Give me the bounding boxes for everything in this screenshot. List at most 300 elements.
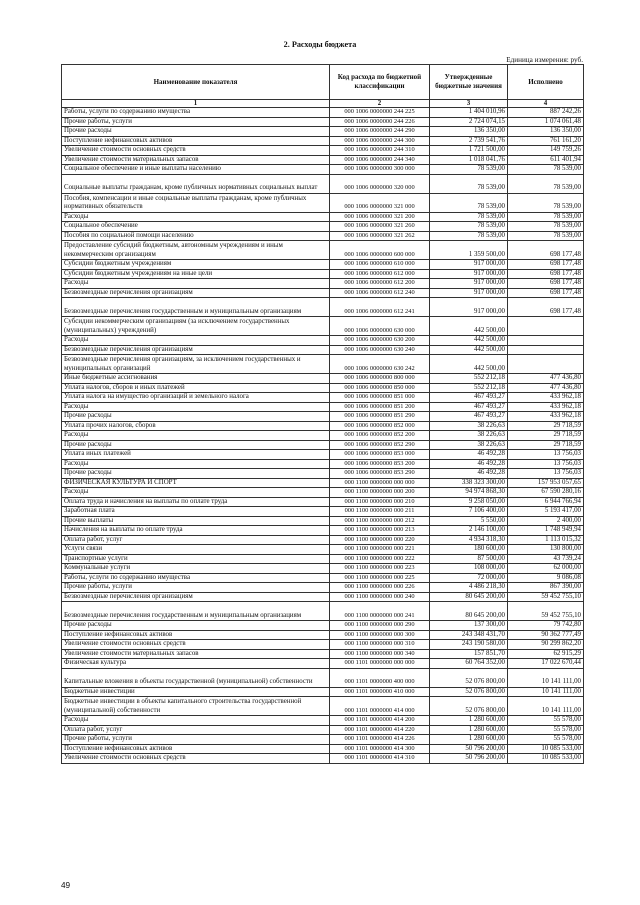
row-executed-value: 78 539,00 bbox=[508, 193, 584, 212]
row-approved-value: 5 550,00 bbox=[430, 516, 508, 526]
table-row bbox=[62, 431, 584, 441]
row-approved-value: 1 280 600,00 bbox=[430, 725, 508, 735]
row-code: 000 1006 0000000 321 000 bbox=[330, 193, 430, 212]
row-name: Расходы bbox=[62, 279, 330, 289]
row-approved-value: 917 000,00 bbox=[430, 288, 508, 298]
table-row bbox=[62, 564, 584, 574]
row-name: Заработная плата bbox=[62, 507, 330, 517]
row-name: Безвозмездные перечисления организациям bbox=[62, 345, 330, 355]
table-row bbox=[62, 260, 584, 270]
row-code: 000 1101 0000000 414 310 bbox=[330, 754, 430, 764]
row-code: 000 1101 0000000 400 000 bbox=[330, 668, 430, 687]
table-row bbox=[62, 583, 584, 593]
row-executed-value bbox=[508, 336, 584, 346]
row-executed-value: 157 953 057,65 bbox=[508, 478, 584, 488]
header-expense-code: Код расхода по бюджетной классификации bbox=[330, 65, 430, 100]
row-name: Уплата иных платежей bbox=[62, 450, 330, 460]
row-executed-value: 5 193 417,00 bbox=[508, 507, 584, 517]
row-executed-value bbox=[508, 355, 584, 374]
row-executed-value: 59 452 755,10 bbox=[508, 592, 584, 602]
row-code: 000 1006 0000000 630 242 bbox=[330, 355, 430, 374]
table-row bbox=[62, 687, 584, 697]
row-code: 000 1100 0000000 000 300 bbox=[330, 630, 430, 640]
row-executed-value: 59 452 755,10 bbox=[508, 602, 584, 621]
row-name: Уплата прочих налогов, сборов bbox=[62, 421, 330, 431]
row-executed-value: 761 161,20 bbox=[508, 136, 584, 146]
table-row bbox=[62, 478, 584, 488]
row-approved-value: 1 359 500,00 bbox=[430, 241, 508, 260]
table-row bbox=[62, 212, 584, 222]
row-executed-value: 90 299 862,20 bbox=[508, 640, 584, 650]
row-code: 000 1100 0000000 000 340 bbox=[330, 649, 430, 659]
row-name: Прочие работы, услуги bbox=[62, 583, 330, 593]
row-approved-value: 60 764 352,00 bbox=[430, 659, 508, 669]
table-row bbox=[62, 526, 584, 536]
row-name: Поступление нефинансовых активов bbox=[62, 136, 330, 146]
table-row bbox=[62, 108, 584, 118]
row-name: Безвозмездные перечисления организациям bbox=[62, 288, 330, 298]
row-code: 000 1006 0000000 851 290 bbox=[330, 412, 430, 422]
row-executed-value: 887 242,26 bbox=[508, 108, 584, 118]
table-row bbox=[62, 174, 584, 193]
page-number: 49 bbox=[61, 881, 71, 890]
row-executed-value: 67 590 280,16 bbox=[508, 488, 584, 498]
row-approved-value: 46 492,28 bbox=[430, 469, 508, 479]
row-executed-value: 433 962,18 bbox=[508, 412, 584, 422]
row-code: 000 1100 0000000 000 213 bbox=[330, 526, 430, 536]
row-executed-value: 477 436,80 bbox=[508, 374, 584, 384]
table-row bbox=[62, 355, 584, 374]
row-approved-value: 2 724 074,15 bbox=[430, 117, 508, 127]
row-code: 000 1006 0000000 321 200 bbox=[330, 212, 430, 222]
table-row bbox=[62, 716, 584, 726]
row-code: 000 1006 0000000 630 200 bbox=[330, 336, 430, 346]
row-name: Увеличение стоимости основных средств bbox=[62, 640, 330, 650]
table-row bbox=[62, 231, 584, 241]
row-executed-value: 62 915,29 bbox=[508, 649, 584, 659]
row-code: 000 1101 0000000 414 300 bbox=[330, 744, 430, 754]
row-approved-value: 87 500,00 bbox=[430, 554, 508, 564]
row-code: 000 1006 0000000 321 260 bbox=[330, 222, 430, 232]
table-row bbox=[62, 279, 584, 289]
row-approved-value: 52 076 800,00 bbox=[430, 668, 508, 687]
row-name: Прочие расходы bbox=[62, 469, 330, 479]
table-row bbox=[62, 383, 584, 393]
row-name: Оплата работ, услуг bbox=[62, 725, 330, 735]
table-row bbox=[62, 545, 584, 555]
table-row bbox=[62, 146, 584, 156]
row-approved-value: 243 190 580,00 bbox=[430, 640, 508, 650]
row-code: 000 1006 0000000 321 262 bbox=[330, 231, 430, 241]
row-name: Расходы bbox=[62, 402, 330, 412]
row-name: Социальное обеспечение bbox=[62, 222, 330, 232]
table-row bbox=[62, 602, 584, 621]
row-executed-value: 10 085 533,00 bbox=[508, 744, 584, 754]
row-name: Коммунальные услуги bbox=[62, 564, 330, 574]
row-approved-value: 442 500,00 bbox=[430, 345, 508, 355]
row-executed-value: 698 177,48 bbox=[508, 260, 584, 270]
row-approved-value: 467 493,27 bbox=[430, 393, 508, 403]
row-name: Субсидии бюджетным учреждениям на иные цели bbox=[62, 269, 330, 279]
row-approved-value: 1 280 600,00 bbox=[430, 735, 508, 745]
table-row bbox=[62, 241, 584, 260]
table-row bbox=[62, 459, 584, 469]
row-executed-value: 433 962,18 bbox=[508, 393, 584, 403]
row-code: 000 1101 0000000 410 000 bbox=[330, 687, 430, 697]
table-row bbox=[62, 155, 584, 165]
table-row bbox=[62, 640, 584, 650]
row-approved-value: 552 212,18 bbox=[430, 383, 508, 393]
row-code: 000 1006 0000000 630 240 bbox=[330, 345, 430, 355]
table-row bbox=[62, 412, 584, 422]
row-name: Прочие расходы bbox=[62, 621, 330, 631]
row-name: Начисления на выплаты по оплате труда bbox=[62, 526, 330, 536]
row-approved-value: 72 000,00 bbox=[430, 573, 508, 583]
row-code: 000 1006 0000000 852 200 bbox=[330, 431, 430, 441]
row-executed-value: 477 436,80 bbox=[508, 383, 584, 393]
row-approved-value: 442 500,00 bbox=[430, 317, 508, 336]
row-code: 000 1101 0000000 000 000 bbox=[330, 659, 430, 669]
row-approved-value: 2 739 541,76 bbox=[430, 136, 508, 146]
row-code: 000 1006 0000000 610 000 bbox=[330, 260, 430, 270]
row-name: Иные бюджетные ассигнования bbox=[62, 374, 330, 384]
row-code: 000 1100 0000000 000 200 bbox=[330, 488, 430, 498]
table-row bbox=[62, 421, 584, 431]
row-executed-value: 698 177,48 bbox=[508, 298, 584, 317]
row-code: 000 1006 0000000 244 225 bbox=[330, 108, 430, 118]
row-code: 000 1101 0000000 414 000 bbox=[330, 697, 430, 716]
table-row bbox=[62, 497, 584, 507]
table-row bbox=[62, 735, 584, 745]
row-executed-value: 29 718,59 bbox=[508, 431, 584, 441]
row-name: ФИЗИЧЕСКАЯ КУЛЬТУРА И СПОРТ bbox=[62, 478, 330, 488]
row-approved-value: 38 226,63 bbox=[430, 421, 508, 431]
row-executed-value: 611 401,94 bbox=[508, 155, 584, 165]
table-row bbox=[62, 469, 584, 479]
row-code: 000 1100 0000000 000 210 bbox=[330, 497, 430, 507]
row-executed-value: 13 756,03 bbox=[508, 469, 584, 479]
row-executed-value: 10 141 111,00 bbox=[508, 697, 584, 716]
table-row bbox=[62, 288, 584, 298]
row-code: 000 1006 0000000 853 290 bbox=[330, 469, 430, 479]
row-name: Капитальные вложения в объекты государственной (муниципальной) собственности bbox=[62, 668, 330, 687]
row-code: 000 1006 0000000 800 000 bbox=[330, 374, 430, 384]
row-approved-value: 442 500,00 bbox=[430, 355, 508, 374]
row-code: 000 1006 0000000 612 200 bbox=[330, 279, 430, 289]
row-code: 000 1006 0000000 851 200 bbox=[330, 402, 430, 412]
column-number: 1 bbox=[62, 100, 330, 108]
row-name: Расходы bbox=[62, 459, 330, 469]
row-name: Расходы bbox=[62, 212, 330, 222]
row-executed-value: 867 390,00 bbox=[508, 583, 584, 593]
row-name: Расходы bbox=[62, 431, 330, 441]
table-row bbox=[62, 117, 584, 127]
row-approved-value: 108 000,00 bbox=[430, 564, 508, 574]
unit-label: Единица измерения: руб. bbox=[506, 56, 583, 64]
table-row bbox=[62, 649, 584, 659]
row-approved-value: 78 539,00 bbox=[430, 174, 508, 193]
row-name: Оплата труда и начисления на выплаты по оплате труда bbox=[62, 497, 330, 507]
row-approved-value: 1 404 010,96 bbox=[430, 108, 508, 118]
row-approved-value: 4 486 218,30 bbox=[430, 583, 508, 593]
row-executed-value: 55 578,00 bbox=[508, 725, 584, 735]
row-approved-value: 50 796 200,00 bbox=[430, 744, 508, 754]
row-name: Расходы bbox=[62, 716, 330, 726]
row-executed-value: 79 742,80 bbox=[508, 621, 584, 631]
row-name: Расходы bbox=[62, 488, 330, 498]
header-approved-values: Утвержденные бюджетные значения bbox=[430, 65, 508, 100]
row-code: 000 1006 0000000 600 000 bbox=[330, 241, 430, 260]
table-row bbox=[62, 621, 584, 631]
row-name: Уплата налога на имущество организаций и земельного налога bbox=[62, 393, 330, 403]
row-approved-value: 78 539,00 bbox=[430, 222, 508, 232]
row-code: 000 1006 0000000 244 300 bbox=[330, 136, 430, 146]
column-number-row bbox=[62, 100, 584, 108]
table-row bbox=[62, 374, 584, 384]
row-executed-value: 78 539,00 bbox=[508, 212, 584, 222]
row-executed-value bbox=[508, 345, 584, 355]
row-name: Безвозмездные перечисления организациям bbox=[62, 592, 330, 602]
row-executed-value: 130 800,00 bbox=[508, 545, 584, 555]
row-approved-value: 180 600,00 bbox=[430, 545, 508, 555]
column-number: 2 bbox=[330, 100, 430, 108]
row-name: Прочие расходы bbox=[62, 440, 330, 450]
row-code: 000 1100 0000000 000 226 bbox=[330, 583, 430, 593]
row-executed-value: 9 086,08 bbox=[508, 573, 584, 583]
row-name: Субсидии бюджетным учреждениям bbox=[62, 260, 330, 270]
row-executed-value: 62 000,00 bbox=[508, 564, 584, 574]
table-row bbox=[62, 393, 584, 403]
row-code: 000 1006 0000000 853 200 bbox=[330, 459, 430, 469]
table-body bbox=[62, 108, 584, 764]
row-executed-value: 149 759,26 bbox=[508, 146, 584, 156]
table-row bbox=[62, 165, 584, 175]
row-approved-value: 1 721 500,00 bbox=[430, 146, 508, 156]
row-name: Безвозмездные перечисления государственным и муниципальным организациям bbox=[62, 602, 330, 621]
row-approved-value: 38 226,63 bbox=[430, 431, 508, 441]
row-code: 000 1100 0000000 000 290 bbox=[330, 621, 430, 631]
column-number: 3 bbox=[430, 100, 508, 108]
row-executed-value: 10 141 111,00 bbox=[508, 687, 584, 697]
row-name: Работы, услуги по содержанию имущества bbox=[62, 108, 330, 118]
table-row bbox=[62, 630, 584, 640]
row-name: Оплата работ, услуг bbox=[62, 535, 330, 545]
expenses-table bbox=[61, 64, 584, 764]
row-code: 000 1006 0000000 852 000 bbox=[330, 421, 430, 431]
table-row bbox=[62, 336, 584, 346]
row-approved-value: 52 076 800,00 bbox=[430, 697, 508, 716]
row-name: Транспортные услуги bbox=[62, 554, 330, 564]
row-executed-value: 1 748 949,94 bbox=[508, 526, 584, 536]
table-row bbox=[62, 136, 584, 146]
row-executed-value: 2 400,00 bbox=[508, 516, 584, 526]
row-executed-value: 78 539,00 bbox=[508, 165, 584, 175]
row-approved-value: 917 000,00 bbox=[430, 269, 508, 279]
table-row bbox=[62, 697, 584, 716]
row-executed-value: 17 022 670,44 bbox=[508, 659, 584, 669]
row-code: 000 1006 0000000 244 340 bbox=[330, 155, 430, 165]
row-approved-value: 46 492,28 bbox=[430, 459, 508, 469]
row-approved-value: 552 212,18 bbox=[430, 374, 508, 384]
row-approved-value: 78 539,00 bbox=[430, 231, 508, 241]
row-executed-value: 698 177,48 bbox=[508, 279, 584, 289]
row-name: Расходы bbox=[62, 336, 330, 346]
row-name: Уплата налогов, сборов и иных платежей bbox=[62, 383, 330, 393]
row-approved-value: 917 000,00 bbox=[430, 260, 508, 270]
table-row bbox=[62, 725, 584, 735]
table-row bbox=[62, 535, 584, 545]
row-code: 000 1006 0000000 244 226 bbox=[330, 117, 430, 127]
row-approved-value: 1 280 600,00 bbox=[430, 716, 508, 726]
row-executed-value: 13 756,03 bbox=[508, 459, 584, 469]
row-approved-value: 78 539,00 bbox=[430, 165, 508, 175]
row-name: Увеличение стоимости материальных запасов bbox=[62, 155, 330, 165]
table-row bbox=[62, 222, 584, 232]
row-approved-value: 917 000,00 bbox=[430, 298, 508, 317]
row-executed-value: 136 350,00 bbox=[508, 127, 584, 137]
header-executed: Исполнено bbox=[508, 65, 584, 100]
row-code: 000 1006 0000000 244 290 bbox=[330, 127, 430, 137]
row-code: 000 1101 0000000 414 220 bbox=[330, 725, 430, 735]
row-executed-value: 433 962,18 bbox=[508, 402, 584, 412]
row-approved-value: 136 350,00 bbox=[430, 127, 508, 137]
table-row bbox=[62, 450, 584, 460]
row-code: 000 1100 0000000 000 000 bbox=[330, 478, 430, 488]
row-name: Предоставление субсидий бюджетным, автономным учреждениям и иным некоммерческим организациям bbox=[62, 241, 330, 260]
table-row bbox=[62, 269, 584, 279]
row-name: Увеличение стоимости материальных запасов bbox=[62, 649, 330, 659]
table-row bbox=[62, 659, 584, 669]
row-name: Социальное обеспечение и иные выплаты населению bbox=[62, 165, 330, 175]
row-code: 000 1006 0000000 853 000 bbox=[330, 450, 430, 460]
row-name: Прочие расходы bbox=[62, 412, 330, 422]
row-name: Безвозмездные перечисления организациям, за исключением государственных и муниципальных организаций bbox=[62, 355, 330, 374]
row-approved-value: 467 493,27 bbox=[430, 412, 508, 422]
row-executed-value: 1 113 015,32 bbox=[508, 535, 584, 545]
row-code: 000 1006 0000000 612 000 bbox=[330, 269, 430, 279]
row-name: Прочие расходы bbox=[62, 127, 330, 137]
row-approved-value: 52 076 800,00 bbox=[430, 687, 508, 697]
row-approved-value: 78 539,00 bbox=[430, 212, 508, 222]
row-approved-value: 467 493,27 bbox=[430, 402, 508, 412]
row-code: 000 1100 0000000 000 211 bbox=[330, 507, 430, 517]
column-number: 4 bbox=[508, 100, 584, 108]
row-executed-value: 78 539,00 bbox=[508, 231, 584, 241]
row-name: Прочие выплаты bbox=[62, 516, 330, 526]
row-name: Социальные выплаты гражданам, кроме публичных нормативных социальных выплат bbox=[62, 174, 330, 193]
row-name: Услуги связи bbox=[62, 545, 330, 555]
row-executed-value: 55 578,00 bbox=[508, 735, 584, 745]
table-row bbox=[62, 592, 584, 602]
row-executed-value: 698 177,48 bbox=[508, 241, 584, 260]
row-executed-value: 29 718,59 bbox=[508, 421, 584, 431]
row-code: 000 1006 0000000 630 000 bbox=[330, 317, 430, 336]
row-code: 000 1006 0000000 612 241 bbox=[330, 298, 430, 317]
table-row bbox=[62, 317, 584, 336]
row-code: 000 1006 0000000 612 240 bbox=[330, 288, 430, 298]
table-row bbox=[62, 668, 584, 687]
table-row bbox=[62, 507, 584, 517]
row-code: 000 1006 0000000 850 000 bbox=[330, 383, 430, 393]
row-code: 000 1100 0000000 000 310 bbox=[330, 640, 430, 650]
row-approved-value: 917 000,00 bbox=[430, 279, 508, 289]
row-name: Бюджетные инвестиции в объекты капитального строительства государственной (муниципальной) собственности bbox=[62, 697, 330, 716]
row-approved-value: 137 300,00 bbox=[430, 621, 508, 631]
row-name: Увеличение стоимости основных средств bbox=[62, 146, 330, 156]
row-approved-value: 338 323 300,00 bbox=[430, 478, 508, 488]
row-code: 000 1006 0000000 320 000 bbox=[330, 174, 430, 193]
row-name: Увеличение стоимости основных средств bbox=[62, 754, 330, 764]
row-name: Поступление нефинансовых активов bbox=[62, 630, 330, 640]
row-approved-value: 442 500,00 bbox=[430, 336, 508, 346]
table-row bbox=[62, 516, 584, 526]
row-approved-value: 4 934 318,30 bbox=[430, 535, 508, 545]
row-approved-value: 78 539,00 bbox=[430, 193, 508, 212]
row-name: Поступление нефинансовых активов bbox=[62, 744, 330, 754]
table-row bbox=[62, 754, 584, 764]
row-code: 000 1100 0000000 000 225 bbox=[330, 573, 430, 583]
row-code: 000 1101 0000000 414 200 bbox=[330, 716, 430, 726]
table-row bbox=[62, 193, 584, 212]
row-code: 000 1006 0000000 300 000 bbox=[330, 165, 430, 175]
row-code: 000 1101 0000000 414 226 bbox=[330, 735, 430, 745]
row-name: Пособия, компенсации и иные социальные выплаты гражданам, кроме публичных нормативных обязательств bbox=[62, 193, 330, 212]
row-name: Прочие работы, услуги bbox=[62, 735, 330, 745]
table-row bbox=[62, 345, 584, 355]
row-executed-value: 13 756,03 bbox=[508, 450, 584, 460]
row-approved-value: 9 258 050,00 bbox=[430, 497, 508, 507]
row-name: Субсидии некоммерческим организациям (за исключением государственных (муниципальных) учреждений) bbox=[62, 317, 330, 336]
row-code: 000 1100 0000000 000 223 bbox=[330, 564, 430, 574]
table-row bbox=[62, 127, 584, 137]
row-executed-value: 10 085 533,00 bbox=[508, 754, 584, 764]
row-executed-value: 55 578,00 bbox=[508, 716, 584, 726]
row-approved-value: 2 146 100,00 bbox=[430, 526, 508, 536]
row-executed-value: 6 944 766,94 bbox=[508, 497, 584, 507]
table-row bbox=[62, 440, 584, 450]
row-approved-value: 243 348 431,70 bbox=[430, 630, 508, 640]
section-title: 2. Расходы бюджета bbox=[283, 40, 357, 49]
row-name: Пособия по социальной помощи населению bbox=[62, 231, 330, 241]
table-row bbox=[62, 554, 584, 564]
row-code: 000 1100 0000000 000 241 bbox=[330, 602, 430, 621]
row-code: 000 1100 0000000 000 240 bbox=[330, 592, 430, 602]
row-approved-value: 38 226,63 bbox=[430, 440, 508, 450]
row-name: Бюджетные инвестиции bbox=[62, 687, 330, 697]
row-name: Работы, услуги по содержанию имущества bbox=[62, 573, 330, 583]
row-executed-value: 78 539,00 bbox=[508, 222, 584, 232]
row-code: 000 1100 0000000 000 221 bbox=[330, 545, 430, 555]
row-approved-value: 94 974 868,30 bbox=[430, 488, 508, 498]
row-code: 000 1100 0000000 000 212 bbox=[330, 516, 430, 526]
row-executed-value: 78 539,00 bbox=[508, 174, 584, 193]
table-row bbox=[62, 573, 584, 583]
row-code: 000 1100 0000000 000 222 bbox=[330, 554, 430, 564]
row-executed-value: 90 362 777,49 bbox=[508, 630, 584, 640]
table-row bbox=[62, 298, 584, 317]
row-executed-value: 10 141 111,00 bbox=[508, 668, 584, 687]
row-executed-value: 698 177,48 bbox=[508, 288, 584, 298]
row-approved-value: 1 018 041,76 bbox=[430, 155, 508, 165]
row-name: Физическая культура bbox=[62, 659, 330, 669]
table-row bbox=[62, 744, 584, 754]
row-executed-value: 29 718,59 bbox=[508, 440, 584, 450]
row-name: Безвозмездные перечисления государственным и муниципальным организациям bbox=[62, 298, 330, 317]
table-row bbox=[62, 402, 584, 412]
row-code: 000 1006 0000000 851 000 bbox=[330, 393, 430, 403]
row-approved-value: 80 645 200,00 bbox=[430, 592, 508, 602]
row-approved-value: 80 645 200,00 bbox=[430, 602, 508, 621]
